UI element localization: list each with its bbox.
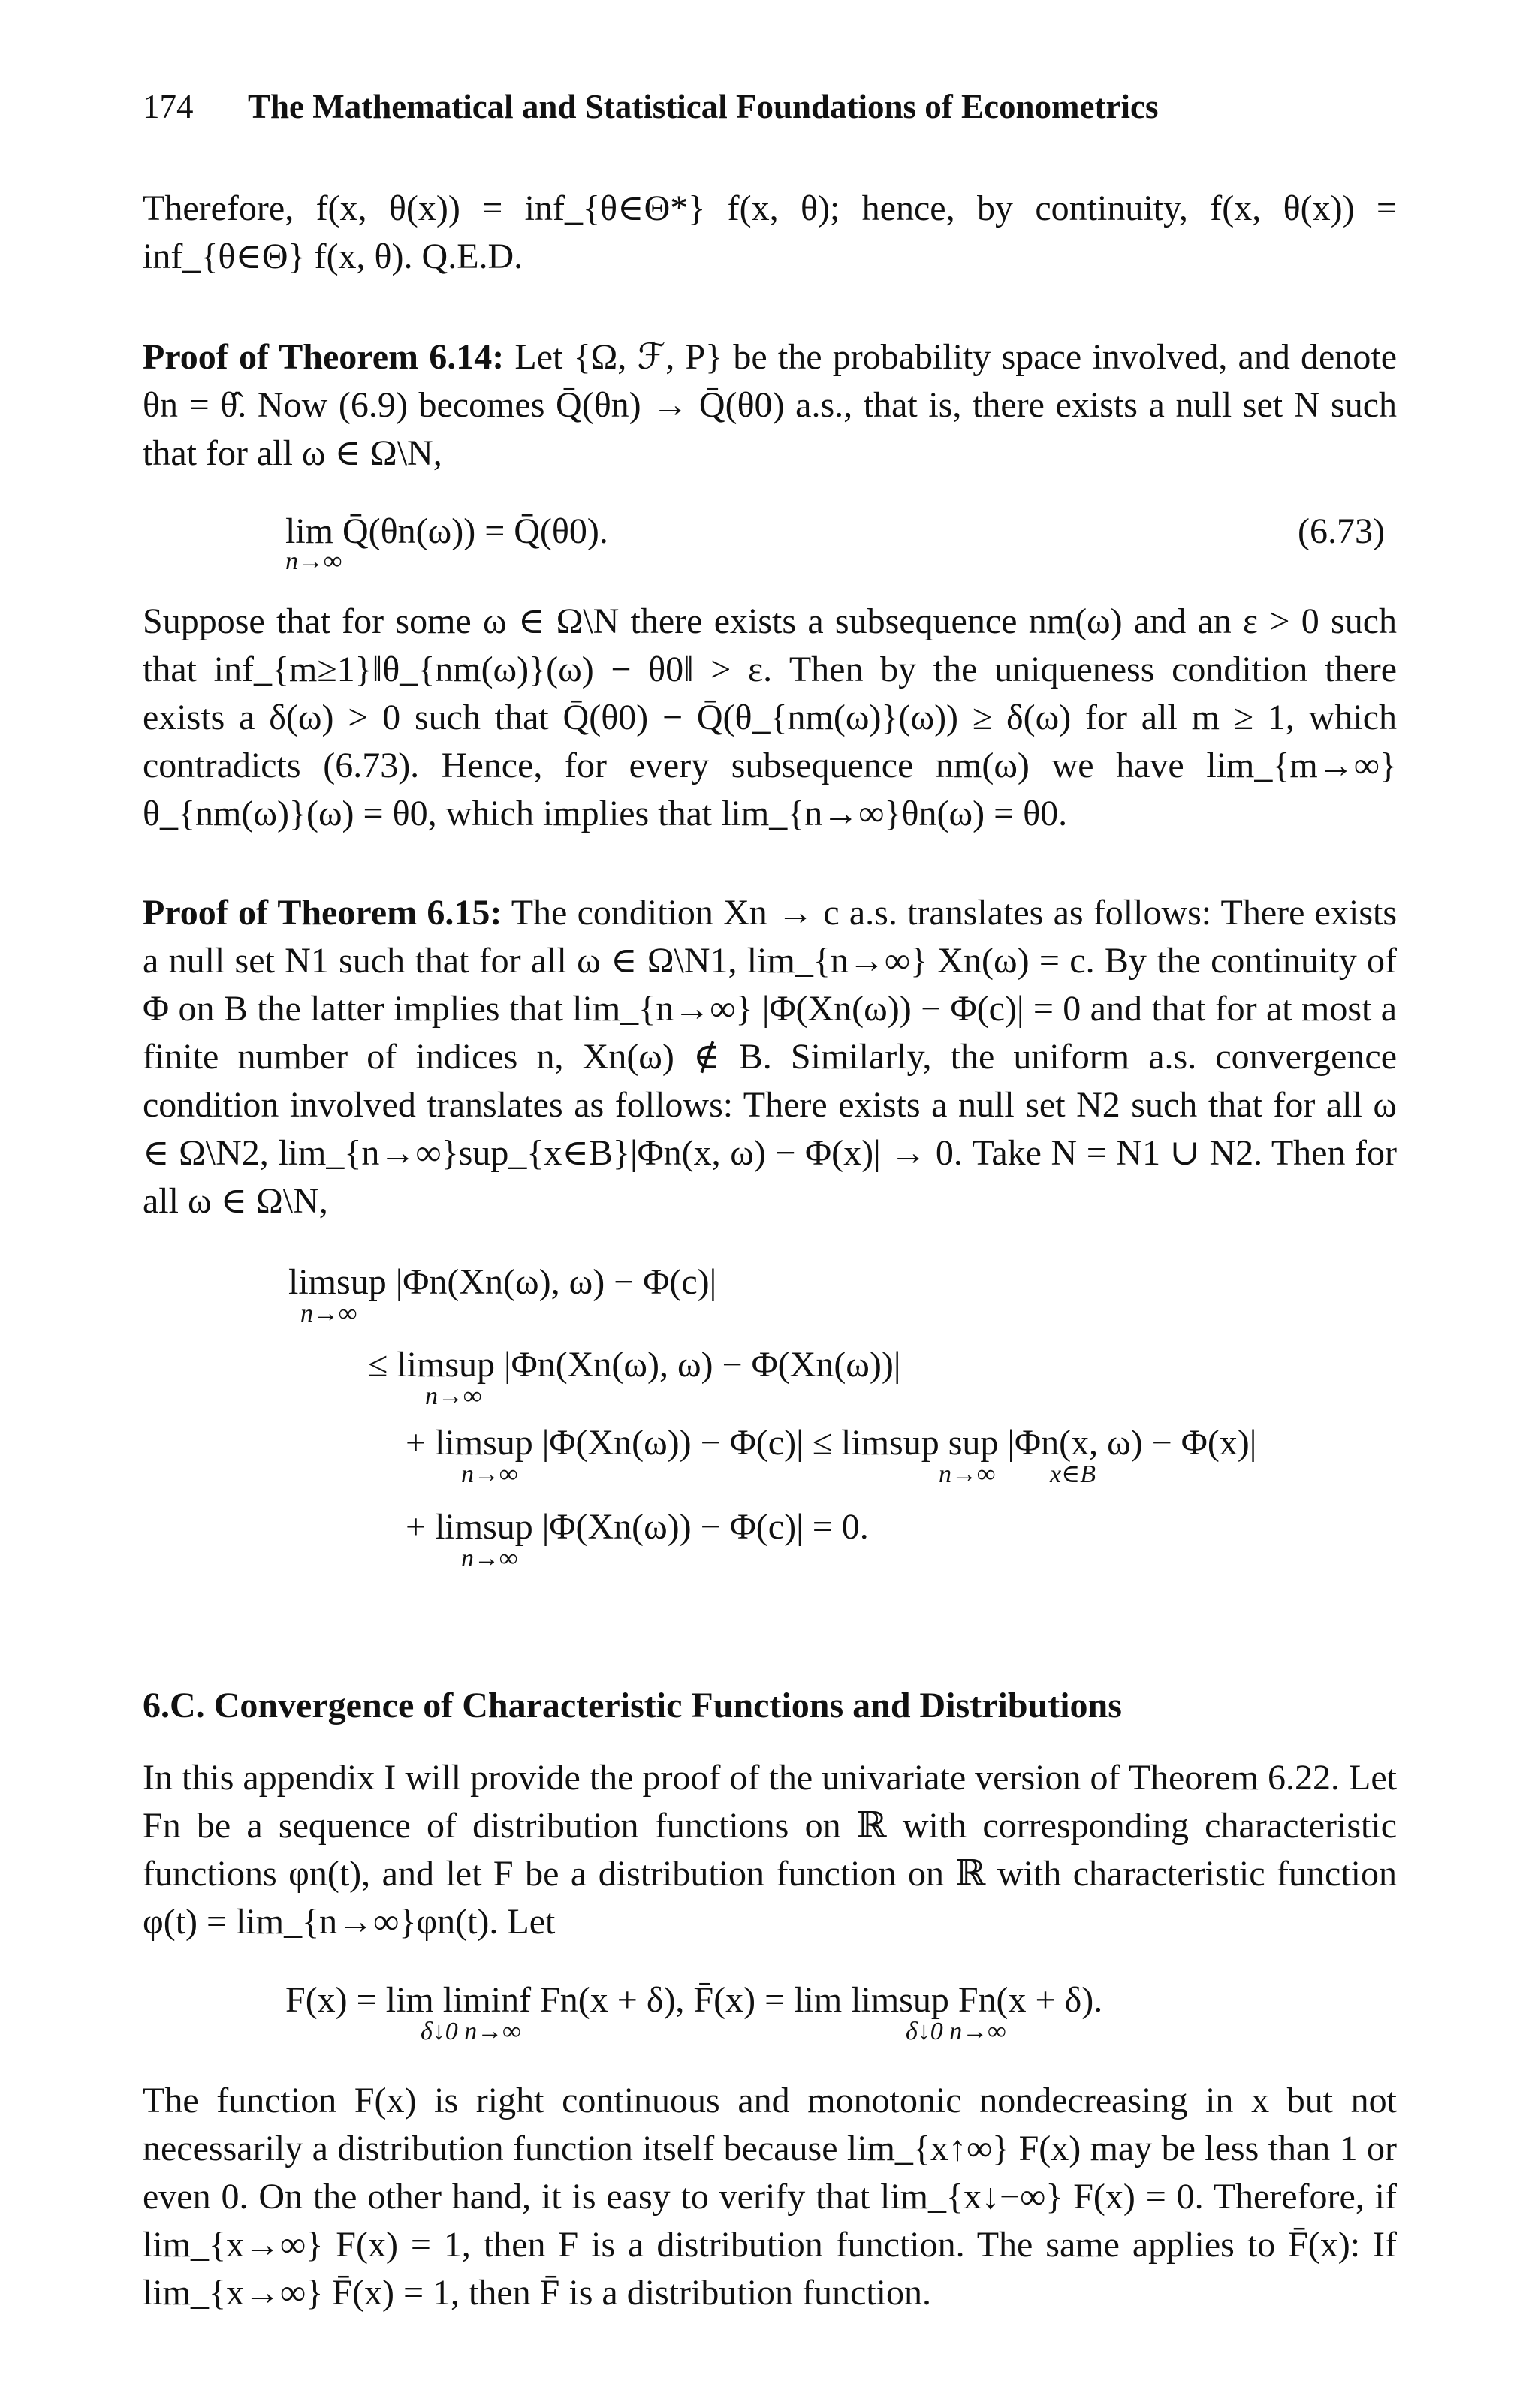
proof-6-15-paragraph bbox=[143, 889, 1397, 1225]
proof-6-14-body: Suppose that for some ω ∈ Ω\N there exists a subsequence nm(ω) and an ε > 0 such that inf_{m≥1}‖θ_{nm(ω)}(ω) − θ0‖ > ε. Then by the uniqueness condition there exists a δ(ω) > 0 such that Q̄(θ0) − Q̄(θ_{nm(ω)}(ω)) ≥ δ(ω) for all m ≥ 1, which contradicts (6.73). Hence, for every subsequence nm(ω) we have lim_{m→∞} θ_{nm(ω)}(ω) = θ0, which implies that lim_{n→∞}θn(ω) = θ0. bbox=[143, 601, 1397, 833]
section-title: 6.C. Convergence of Characteristic Functions and Distributions bbox=[143, 1686, 1122, 1725]
proof-6-14-paragraph bbox=[143, 333, 1397, 478]
limit-functions-subscript-a: δ↓0 n→∞ bbox=[421, 2018, 521, 2045]
book-title: The Mathematical and Statistical Foundations of Econometrics bbox=[248, 88, 1159, 125]
display-line-4-subscript: n→∞ bbox=[461, 1545, 518, 1572]
section-intro-paragraph: In this appendix I will provide the proof of the univariate version of Theorem 6.22. Let Fn be a sequence of distribution functions on ℝ with corresponding characteristic functions φn(t), and let F be a distribution function on ℝ with characteristic function φ(t) = lim_{n→∞}φn(t). Let bbox=[143, 1758, 1397, 1942]
proof-6-14-heading: Proof of Theorem 6.14: bbox=[143, 337, 505, 377]
display-line-2-subscript: n→∞ bbox=[425, 1382, 482, 1410]
proof-6-15-heading: Proof of Theorem 6.15: bbox=[143, 893, 502, 933]
equation-6-73: lim Q̄(θn(ω)) = Q̄(θ0). bbox=[285, 511, 608, 551]
display-line-1-subscript: n→∞ bbox=[300, 1300, 357, 1328]
limit-functions-subscript-b: δ↓0 n→∞ bbox=[906, 2018, 1006, 2045]
proof-6-14-intro: Let {Ω, ℱ, P} be the probability space involved, and denote θn = θ̂. Now (6.9) becomes Q̄(θn) → Q̄(θ0) a.s., that is, there exists a null set N such that for all ω ∈ Ω\N, bbox=[143, 337, 1398, 473]
proof-6-15-body: The condition Xn → c a.s. translates as follows: There exists a null set N1 such that for all ω ∈ Ω\N1, lim_{n→∞} Xn(ω) = c. By the continuity of Φ on B the latter implies that lim_{n→∞} |Φ(Xn(ω)) − Φ(c)| = 0 and that for at most a finite number of indices n, Xn(ω) ∉ B. Similarly, the uniform a.s. convergence condition involved translates as follows: There exists a null set N2 such that for all ω ∈ Ω\N2, lim_{n→∞}sup_{x∈B}|Φn(x, ω) − Φ(x)| → 0. Take N = N1 ∪ N2. Then for all ω ∈ Ω\N, bbox=[143, 893, 1398, 1221]
display-line-3: + limsup |Φ(Xn(ω)) − Φ(c)| ≤ limsup sup |Φn(x, ω) − Φ(x)| bbox=[406, 1423, 1257, 1463]
running-head bbox=[143, 84, 1397, 129]
page-number: 174 bbox=[143, 88, 194, 125]
display-line-2: ≤ limsup |Φn(Xn(ω), ω) − Φ(Xn(ω))| bbox=[368, 1345, 901, 1385]
display-line-3-subscript-c: x∈B bbox=[1050, 1460, 1096, 1488]
display-line-1: limsup |Φn(Xn(ω), ω) − Φ(c)| bbox=[288, 1262, 717, 1302]
equation-number: (6.73) bbox=[1298, 511, 1385, 551]
display-line-3-subscript-b: n→∞ bbox=[939, 1460, 996, 1488]
equation-6-73-limit-subscript: n→∞ bbox=[285, 547, 342, 575]
display-line-3-subscript-a: n→∞ bbox=[461, 1460, 518, 1488]
closing-paragraph: The function F(x) is right continuous and monotonic nondecreasing in x but not necessarily a distribution function itself because lim_{x↑∞} F(x) may be less than 1 or even 0. On the other hand, it is easy to verify that lim_{x↓−∞} F(x) = 0. Therefore, if lim_{x→∞} F(x) = 1, then F is a distribution function. The same applies to F̄(x): If lim_{x→∞} F̄(x) = 1, then F̄ is a distribution function. bbox=[143, 2081, 1397, 2313]
limit-functions-equation: F(x) = lim liminf Fn(x + δ), F̄(x) = lim limsup Fn(x + δ). bbox=[285, 1980, 1103, 2020]
continuation-paragraph: Therefore, f(x, θ(x)) = inf_{θ∈Θ*} f(x, θ); hence, by continuity, f(x, θ(x)) = inf_{θ∈Θ} f(x, θ). Q.E.D. bbox=[143, 188, 1397, 276]
display-line-4: + limsup |Φ(Xn(ω)) − Φ(c)| = 0. bbox=[406, 1507, 869, 1547]
